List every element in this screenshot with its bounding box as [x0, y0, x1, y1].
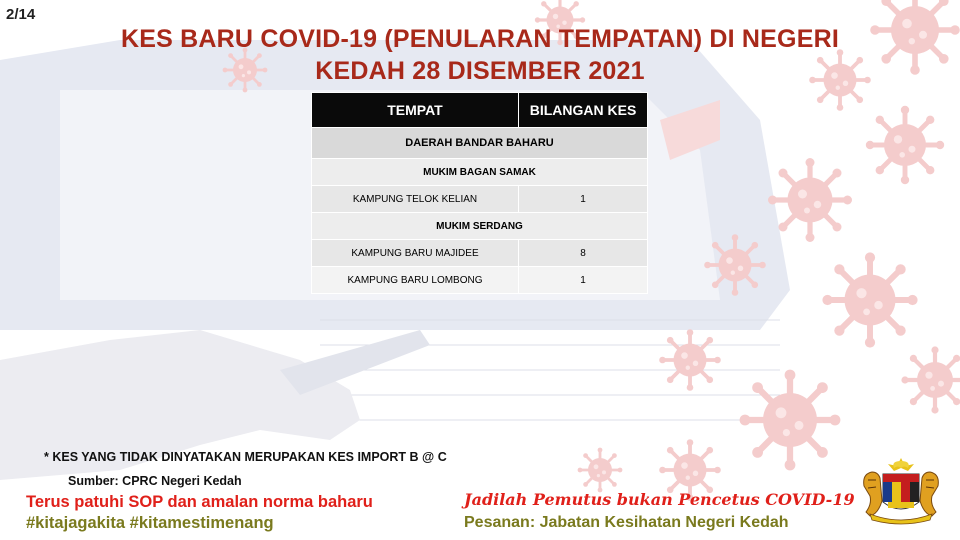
- row-place: KAMPUNG TELOK KELIAN: [312, 186, 519, 213]
- district-name: DAERAH BANDAR BAHARU: [312, 128, 648, 159]
- page-title-line-1: KES BARU COVID-19 (PENULARAN TEMPATAN) DI NEGERI: [121, 25, 839, 53]
- slogan: Jadilah Pemutus bukan Pencetus COVID-19: [464, 490, 855, 509]
- header-place: TEMPAT: [312, 93, 519, 128]
- data-source: Sumber: CPRC Negeri Kedah: [68, 474, 242, 488]
- table-header-row: [312, 93, 648, 128]
- mukim-name: MUKIM BAGAN SAMAK: [312, 159, 648, 186]
- message-from: Pesanan: Jabatan Kesihatan Negeri Kedah: [464, 514, 789, 531]
- row-place: KAMPUNG BARU MAJIDEE: [312, 240, 519, 267]
- hashtags: #kitajagakita #kitamestimenang: [26, 514, 274, 532]
- page-title-line-2: KEDAH 28 DISEMBER 2021: [315, 57, 645, 85]
- row-count: 1: [519, 186, 648, 213]
- mukim-row: [312, 159, 648, 186]
- row-place: KAMPUNG BARU LOMBONG: [312, 267, 519, 294]
- mukim-row: [312, 213, 648, 240]
- district-row: [312, 128, 648, 159]
- row-count: 8: [519, 240, 648, 267]
- sop-message: Terus patuhi SOP dan amalan norma baharu: [26, 493, 373, 511]
- table-row: [312, 240, 648, 267]
- import-case-note: * KES YANG TIDAK DINYATAKAN MERUPAKAN KES IMPORT B @ C: [44, 450, 447, 464]
- header-count: BILANGAN KES: [519, 93, 648, 128]
- mukim-name: MUKIM SERDANG: [312, 213, 648, 240]
- page-number: 2/14: [6, 6, 36, 23]
- row-count: 1: [519, 267, 648, 294]
- malaysia-coat-of-arms-icon: [856, 456, 946, 526]
- table-row: [312, 267, 648, 294]
- cases-table: [311, 92, 648, 294]
- table-row: [312, 186, 648, 213]
